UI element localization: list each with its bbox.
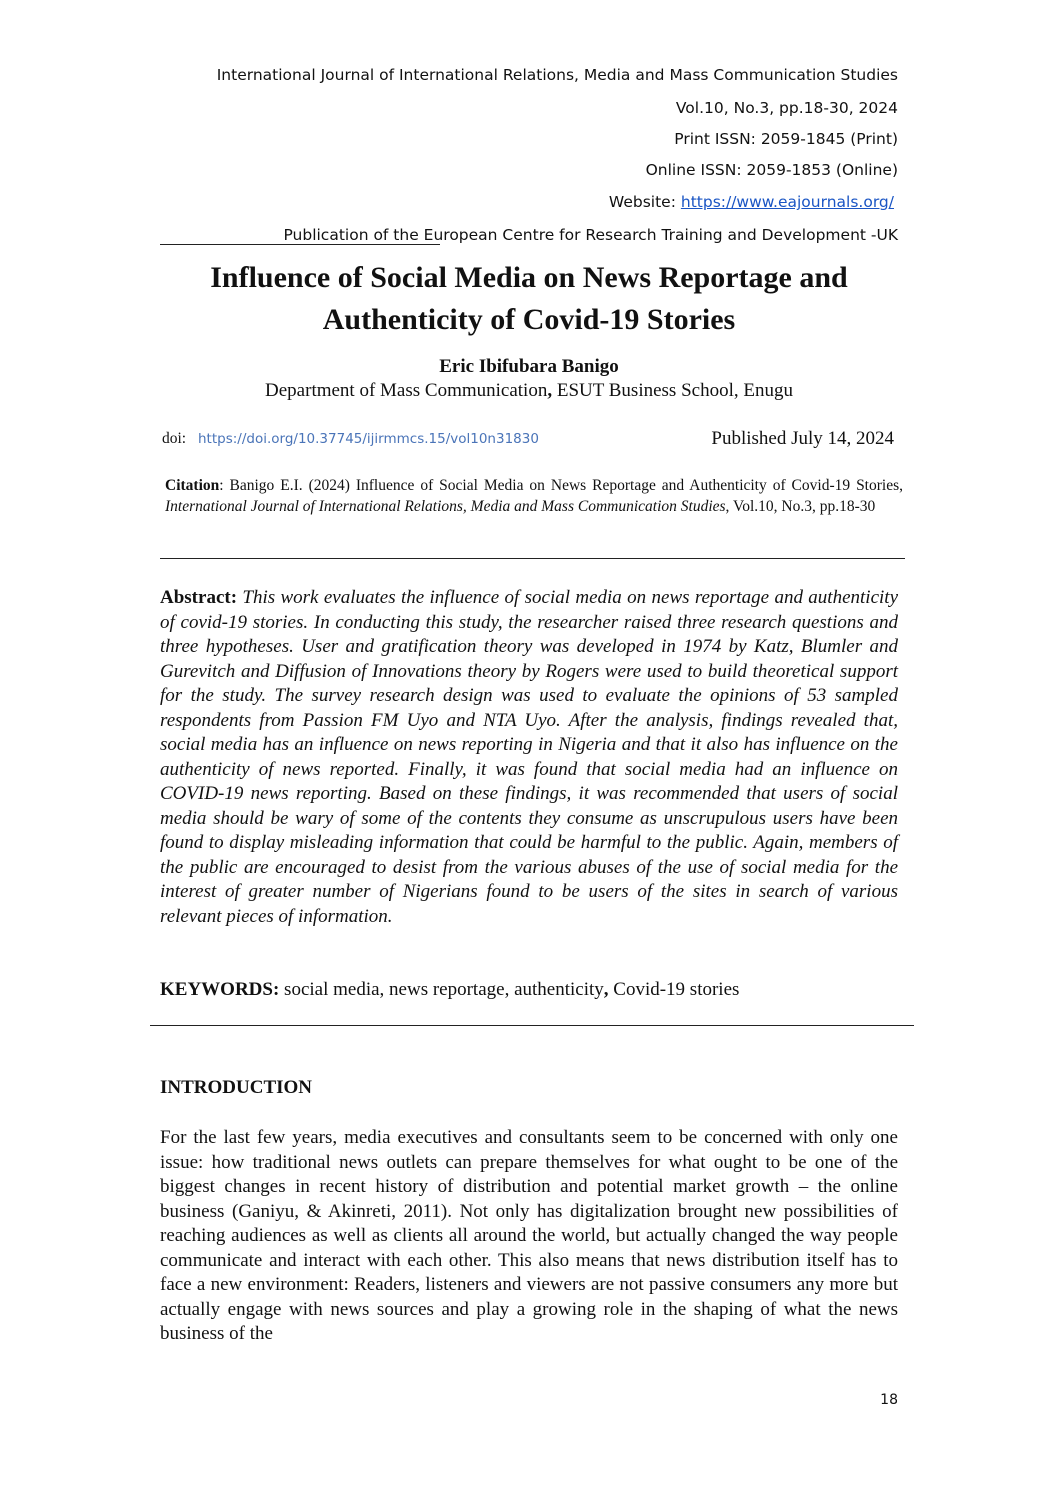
journal-name: International Journal of International Relations, Media and Mass Communication Studies xyxy=(216,66,898,84)
doi-link[interactable]: https://doi.org/10.37745/ijirmmcs.15/vol10n31830 xyxy=(198,431,539,447)
citation-block xyxy=(165,475,903,517)
citation-text: Banigo E.I. (2024) Influence of Social Media on News Reportage and Authenticity of Covid-19 Stories, xyxy=(229,477,903,494)
website-label: Website: xyxy=(608,193,676,211)
website-line xyxy=(609,193,894,211)
page-number: 18 xyxy=(880,1392,898,1408)
paper-title: Influence of Social Media on News Reportage and Authenticity of Covid-19 Stories xyxy=(210,261,848,336)
keywords-list-b: Covid-19 stories xyxy=(608,979,740,1000)
author-affiliation xyxy=(0,380,1058,402)
citation-journal: International Journal of International Relations, Media and Mass Communication Studies xyxy=(165,498,726,515)
section-divider xyxy=(160,558,905,559)
author-name: Eric Ibifubara Banigo xyxy=(439,356,619,377)
header-divider xyxy=(160,244,440,245)
keywords-list-a: social media, news reportage, authenticity xyxy=(279,979,604,1000)
citation-colon: : xyxy=(219,477,230,494)
print-issn: Print ISSN: 2059-1845 (Print) xyxy=(674,130,898,148)
abstract-divider xyxy=(150,1025,914,1026)
volume-info: Vol.10, No.3, pp.18-30, 2024 xyxy=(675,99,898,117)
keywords-comma: , xyxy=(603,979,609,1000)
doi-line xyxy=(162,430,539,448)
keywords-line xyxy=(160,979,739,1001)
abstract-text: This work evaluates the influence of social media on news reportage and authenticity of covid-19 stories. In conducting this study, the researcher raised three research questions and three hypotheses. User and gratification theory was developed in 1974 by Katz, Blumler and Gurevitch and Diffusion of Innovations theory by Rogers were used to build theoretical support for the study. The survey research design was used to evaluate the opinions of 53 sampled respondents from Passion FM Uyo and NTA Uyo. After the analysis, findings revealed that, social media has an influence on news reporting in Nigeria and that it also has influence on the authenticity of news reported. Finally, it was found that social media had an influence on COVID-19 news reporting. Based on these findings, it was recommended that users of social media should be wary of some of the contents they consume as unscrupulous users have been found to display misleading information that could be harmful to the public. Again, members of the public are encouraged to desist from the various abuses of the use of social media for the interest of greater number of Nigerians found to be users of the sites in search of various relevant pieces of information. xyxy=(160,587,899,927)
doi-label: doi: xyxy=(162,430,187,447)
citation-label: Citation xyxy=(165,477,220,494)
affiliation-school: ESUT Business School, Enugu xyxy=(552,380,793,401)
online-issn: Online ISSN: 2059-1853 (Online) xyxy=(645,161,898,179)
citation-volume: , Vol.10, No.3, pp.18-30 xyxy=(725,498,876,515)
abstract-label: Abstract: xyxy=(160,587,238,608)
introduction-heading: INTRODUCTION xyxy=(160,1077,313,1098)
abstract-block xyxy=(160,586,898,929)
published-date: Published July 14, 2024 xyxy=(711,428,894,449)
keywords-label: KEYWORDS: xyxy=(160,979,280,1000)
publisher-line: Publication of the European Centre for Research Training and Development -UK xyxy=(283,226,898,244)
website-link[interactable]: https://www.eajournals.org/ xyxy=(680,193,894,211)
introduction-paragraph: For the last few years, media executives and consultants seem to be concerned with only one issue: how traditional news outlets can prepare themselves for what ought to be one of the biggest changes in recent history of distribution and potential market growth – the online business (Ganiyu, & Akinreti, 2011). Not only has digitalization brought new possibilities of reaching audiences as well as clients all around the world, but actually changed the way people communicate and interact with each other. This also means that news distribution itself has to face a new environment: Readers, listeners and viewers are not passive consumers any more but actually engage with news sources and play a growing role in the shaping of what the news business of the xyxy=(160,1127,898,1344)
affiliation-separator: , xyxy=(547,380,553,401)
affiliation-department: Department of Mass Communication xyxy=(265,380,548,401)
